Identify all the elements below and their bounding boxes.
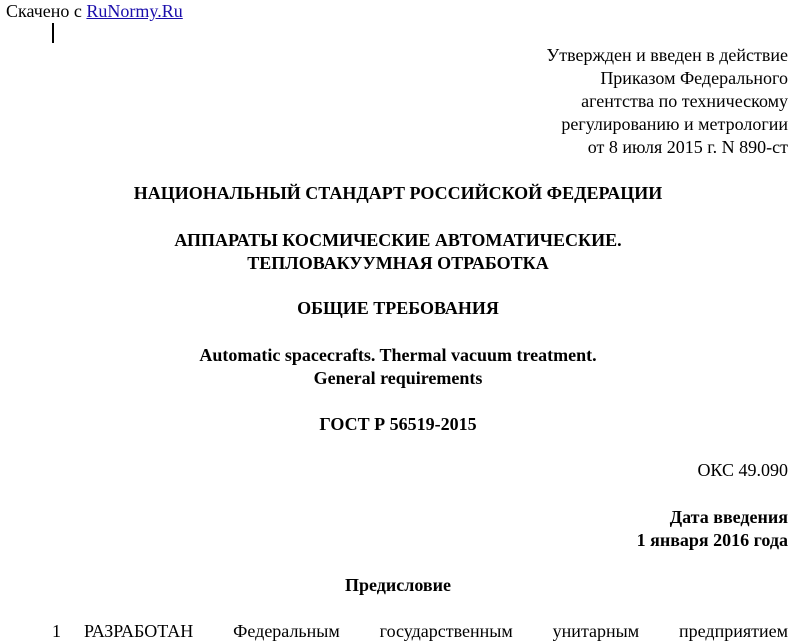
foreword-item-1 xyxy=(52,620,788,641)
intro-date-value: 1 января 2016 года xyxy=(636,530,788,550)
foreword-item-1-text: РАЗРАБОТАН Федеральным государственным унитарным предприятием xyxy=(84,621,788,641)
title-en-line-1: Automatic spacecrafts. Thermal vacuum treatment. xyxy=(199,345,597,365)
subtitle-ru xyxy=(0,297,790,320)
intro-date-block xyxy=(637,506,788,552)
foreword-heading-text: Предисловие xyxy=(345,575,451,595)
approval-block xyxy=(546,44,788,159)
title-ru xyxy=(0,229,790,275)
source-link[interactable]: RuNormy.Ru xyxy=(86,1,183,21)
oks-code xyxy=(697,459,788,482)
standard-type-heading xyxy=(0,182,790,205)
title-en-line-2: General requirements xyxy=(313,368,483,388)
oks-code-text: ОКС 49.090 xyxy=(697,460,788,480)
approval-line-3: агентства по техническому xyxy=(581,91,788,111)
text-cursor xyxy=(52,23,54,43)
intro-date-label: Дата введения xyxy=(669,507,788,527)
foreword-item-1-number: 1 xyxy=(52,621,61,641)
approval-line-4: регулированию и метрологии xyxy=(561,114,788,134)
subtitle-ru-text: ОБЩИЕ ТРЕБОВАНИЯ xyxy=(297,298,499,318)
title-ru-line-1: АППАРАТЫ КОСМИЧЕСКИЕ АВТОМАТИЧЕСКИЕ. xyxy=(174,230,622,250)
foreword-heading xyxy=(0,574,790,597)
approval-line-2: Приказом Федерального xyxy=(600,68,788,88)
source-prefix: Скачено с xyxy=(6,1,87,21)
title-ru-line-2: ТЕПЛОВАКУУМНАЯ ОТРАБОТКА xyxy=(247,253,549,273)
standard-type-text: НАЦИОНАЛЬНЫЙ СТАНДАРТ РОССИЙСКОЙ ФЕДЕРАЦИИ xyxy=(133,183,663,203)
gost-number xyxy=(0,413,790,436)
approval-line-5: от 8 июля 2015 г. N 890-ст xyxy=(587,137,788,157)
source-line xyxy=(6,0,183,22)
title-en xyxy=(0,344,790,390)
approval-line-1: Утвержден и введен в действие xyxy=(546,45,788,65)
gost-number-text: ГОСТ Р 56519-2015 xyxy=(319,414,477,434)
